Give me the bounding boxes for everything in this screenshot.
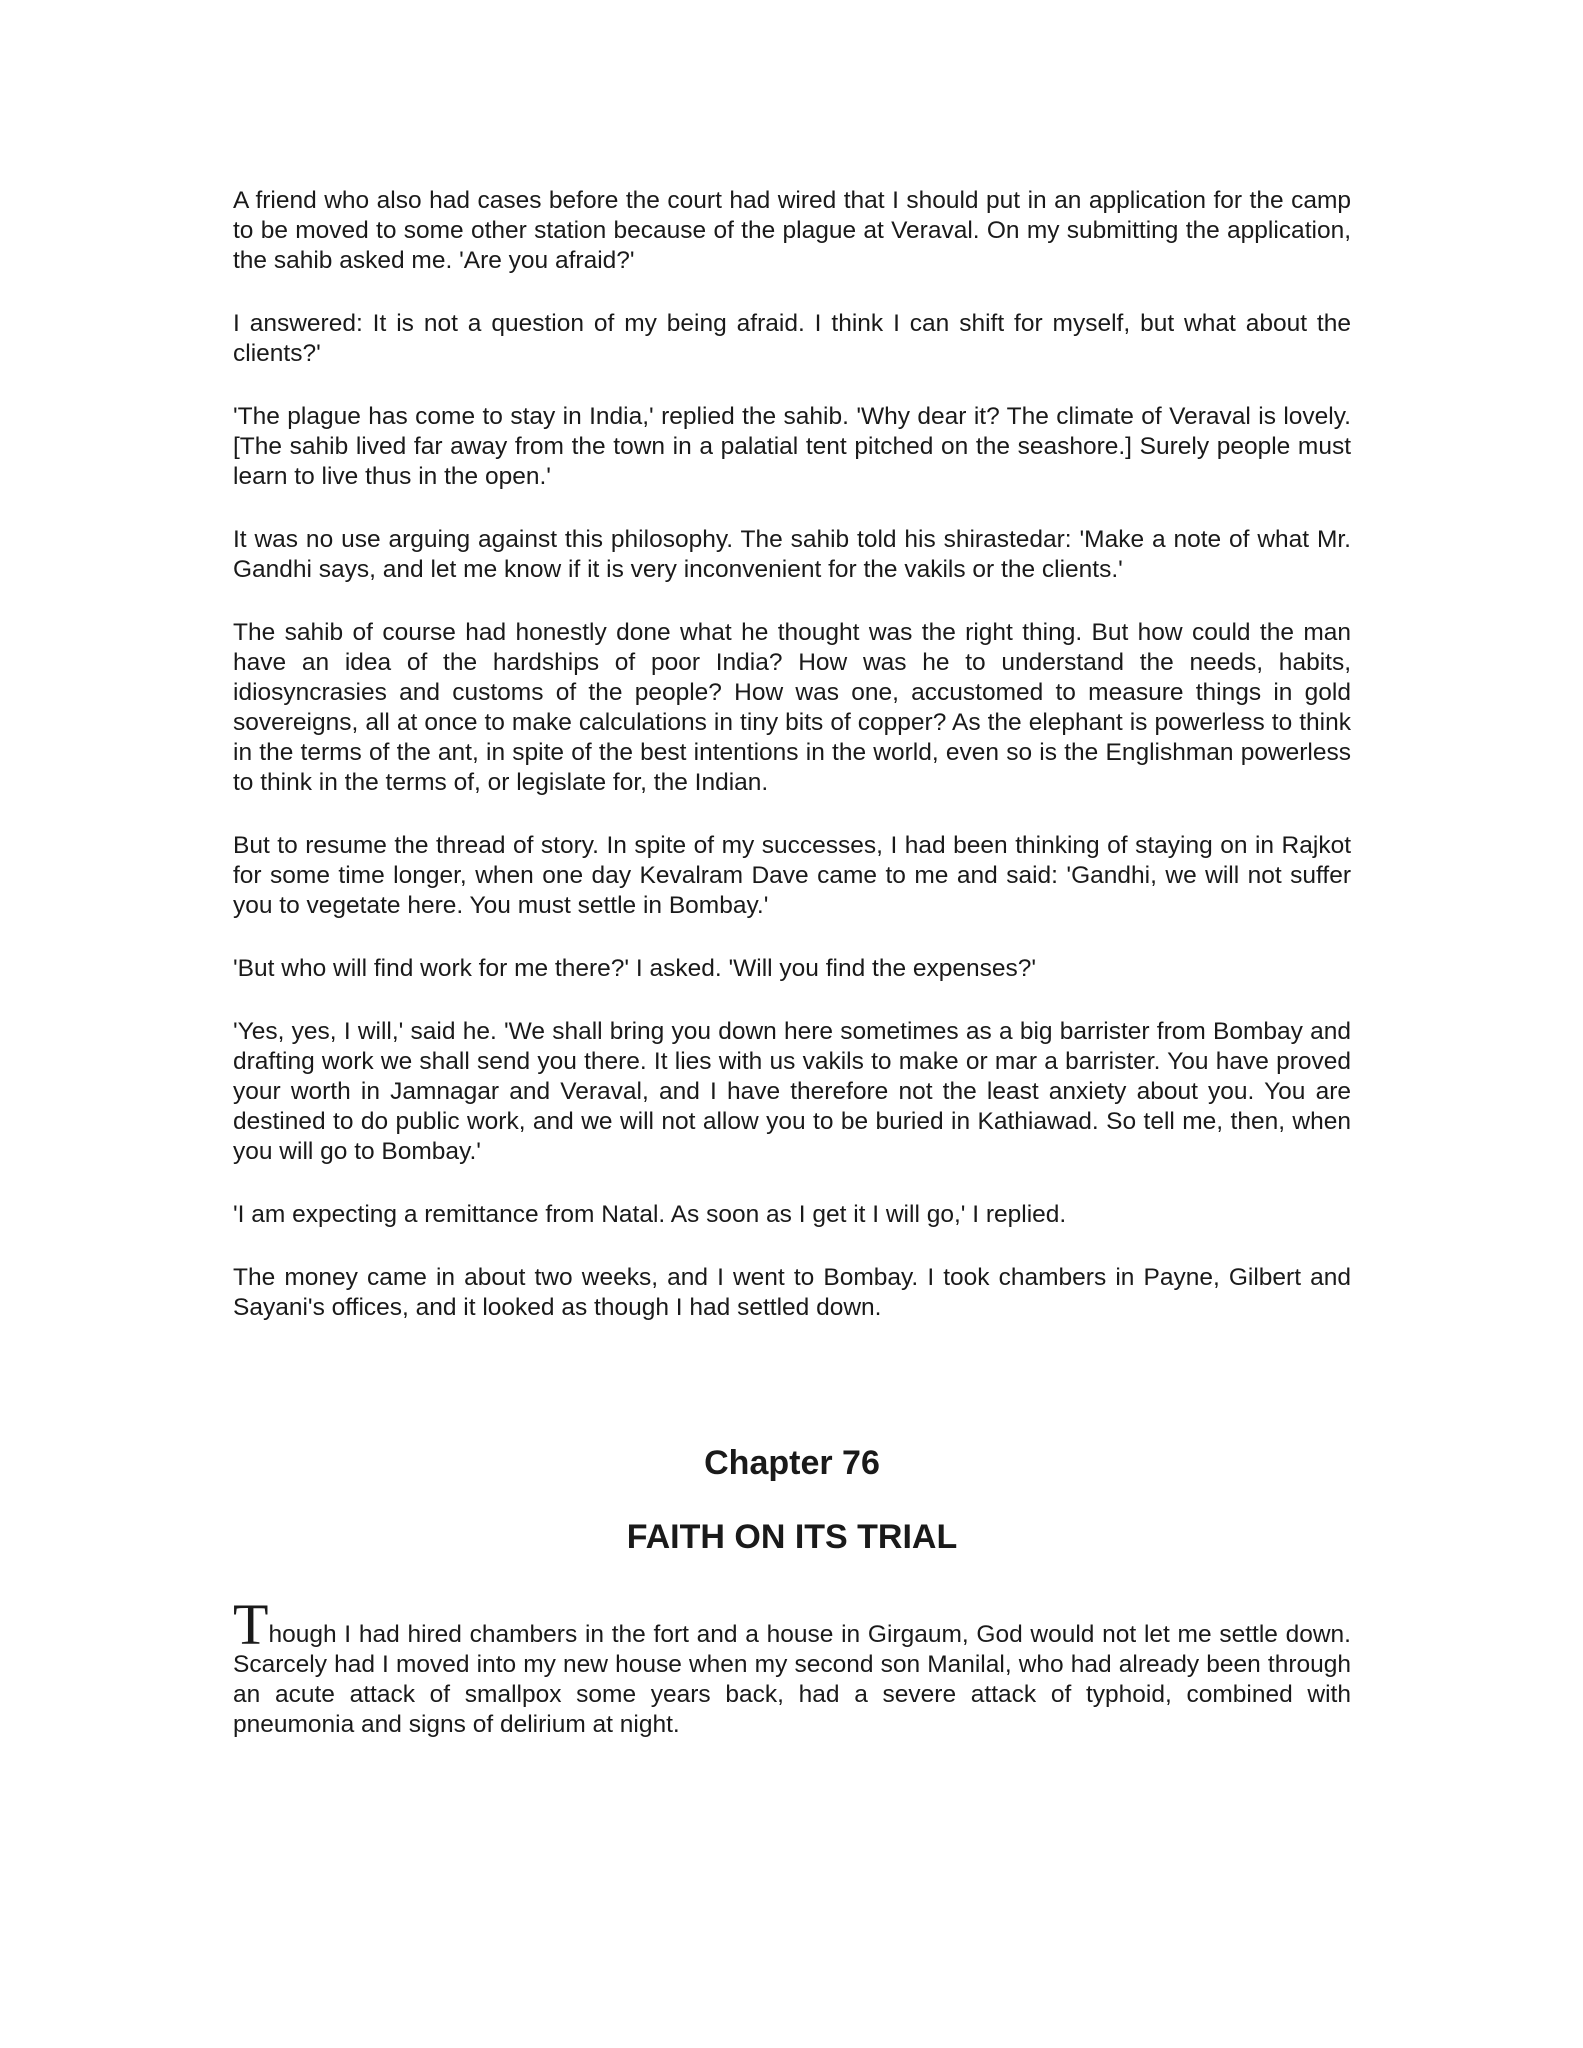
paragraph: It was no use arguing against this philosophy. The sahib told his shirastedar: 'Make a note of what Mr. Gandhi says, and let me know if it is very inconvenient for the vakils or the clients.': [233, 526, 1351, 583]
paragraph: 'I am expecting a remittance from Natal. As soon as I get it I will go,' I replied.: [233, 1201, 1067, 1228]
chapter-number: Chapter 76: [704, 1444, 880, 1482]
page-body: [233, 186, 1351, 1765]
paragraph: 'Yes, yes, I will,' said he. 'We shall bring you down here sometimes as a big barrister from Bombay and drafting work we shall send you there. It lies with us vakils to make or mar a barrister. You have proved your worth in Jamnagar and Veraval, and I have therefore not the least anxiety about you. You are destined to do public work, and we will not allow you to be buried in Kathiawad. So tell me, then, when you will go to Bombay.': [233, 1018, 1351, 1165]
paragraph: 'The plague has come to stay in India,' replied the sahib. 'Why dear it? The climate of Veraval is lovely. [The sahib lived far away from the town in a palatial tent pitched on the seashore.] Surely people must learn to live thus in the open.': [233, 403, 1351, 490]
chapter-heading: [233, 1443, 1351, 1557]
chapter-title: FAITH ON ITS TRIAL: [626, 1518, 958, 1556]
paragraph: The sahib of course had honestly done what he thought was the right thing. But how could the man have an idea of the hardships of poor India? How was he to understand the needs, habits, idiosyncrasies and customs of the people? How was one, accustomed to measure things in gold sovereigns, all at once to make calculations in tiny bits of copper? As the elephant is powerless to think in the terms of the ant, in spite of the best intentions in the world, even so is the Englishman powerless to think in the terms of, or legislate for, the Indian.: [233, 619, 1351, 796]
paragraph: But to resume the thread of story. In spite of my successes, I had been thinking of staying on in Rajkot for some time longer, when one day Kevalram Dave came to me and said: 'Gandhi, we will not suffer you to vegetate here. You must settle in Bombay.': [233, 832, 1351, 919]
opening-text: hough I had hired chambers in the fort and a house in Girgaum, God would not let me settle down. Scarcely had I moved into my new house when my second son Manilal, who had already been through an acute attack of smallpox some years back, had a severe attack of typhoid, combined with pneumonia and signs of delirium at night.: [233, 1621, 1351, 1738]
paragraph: The money came in about two weeks, and I went to Bombay. I took chambers in Payne, Gilbert and Sayani's offices, and it looked as though I had settled down.: [233, 1264, 1351, 1321]
opening-paragraph: [233, 1592, 1351, 1740]
drop-cap: T: [233, 1592, 269, 1657]
paragraph: A friend who also had cases before the court had wired that I should put in an application for the camp to be moved to some other station because of the plague at Veraval. On my submitting the application, the sahib asked me. 'Are you afraid?': [233, 187, 1351, 274]
paragraph: I answered: It is not a question of my being afraid. I think I can shift for myself, but what about the clients?': [233, 310, 1351, 367]
paragraph: 'But who will find work for me there?' I asked. 'Will you find the expenses?': [233, 955, 1037, 982]
